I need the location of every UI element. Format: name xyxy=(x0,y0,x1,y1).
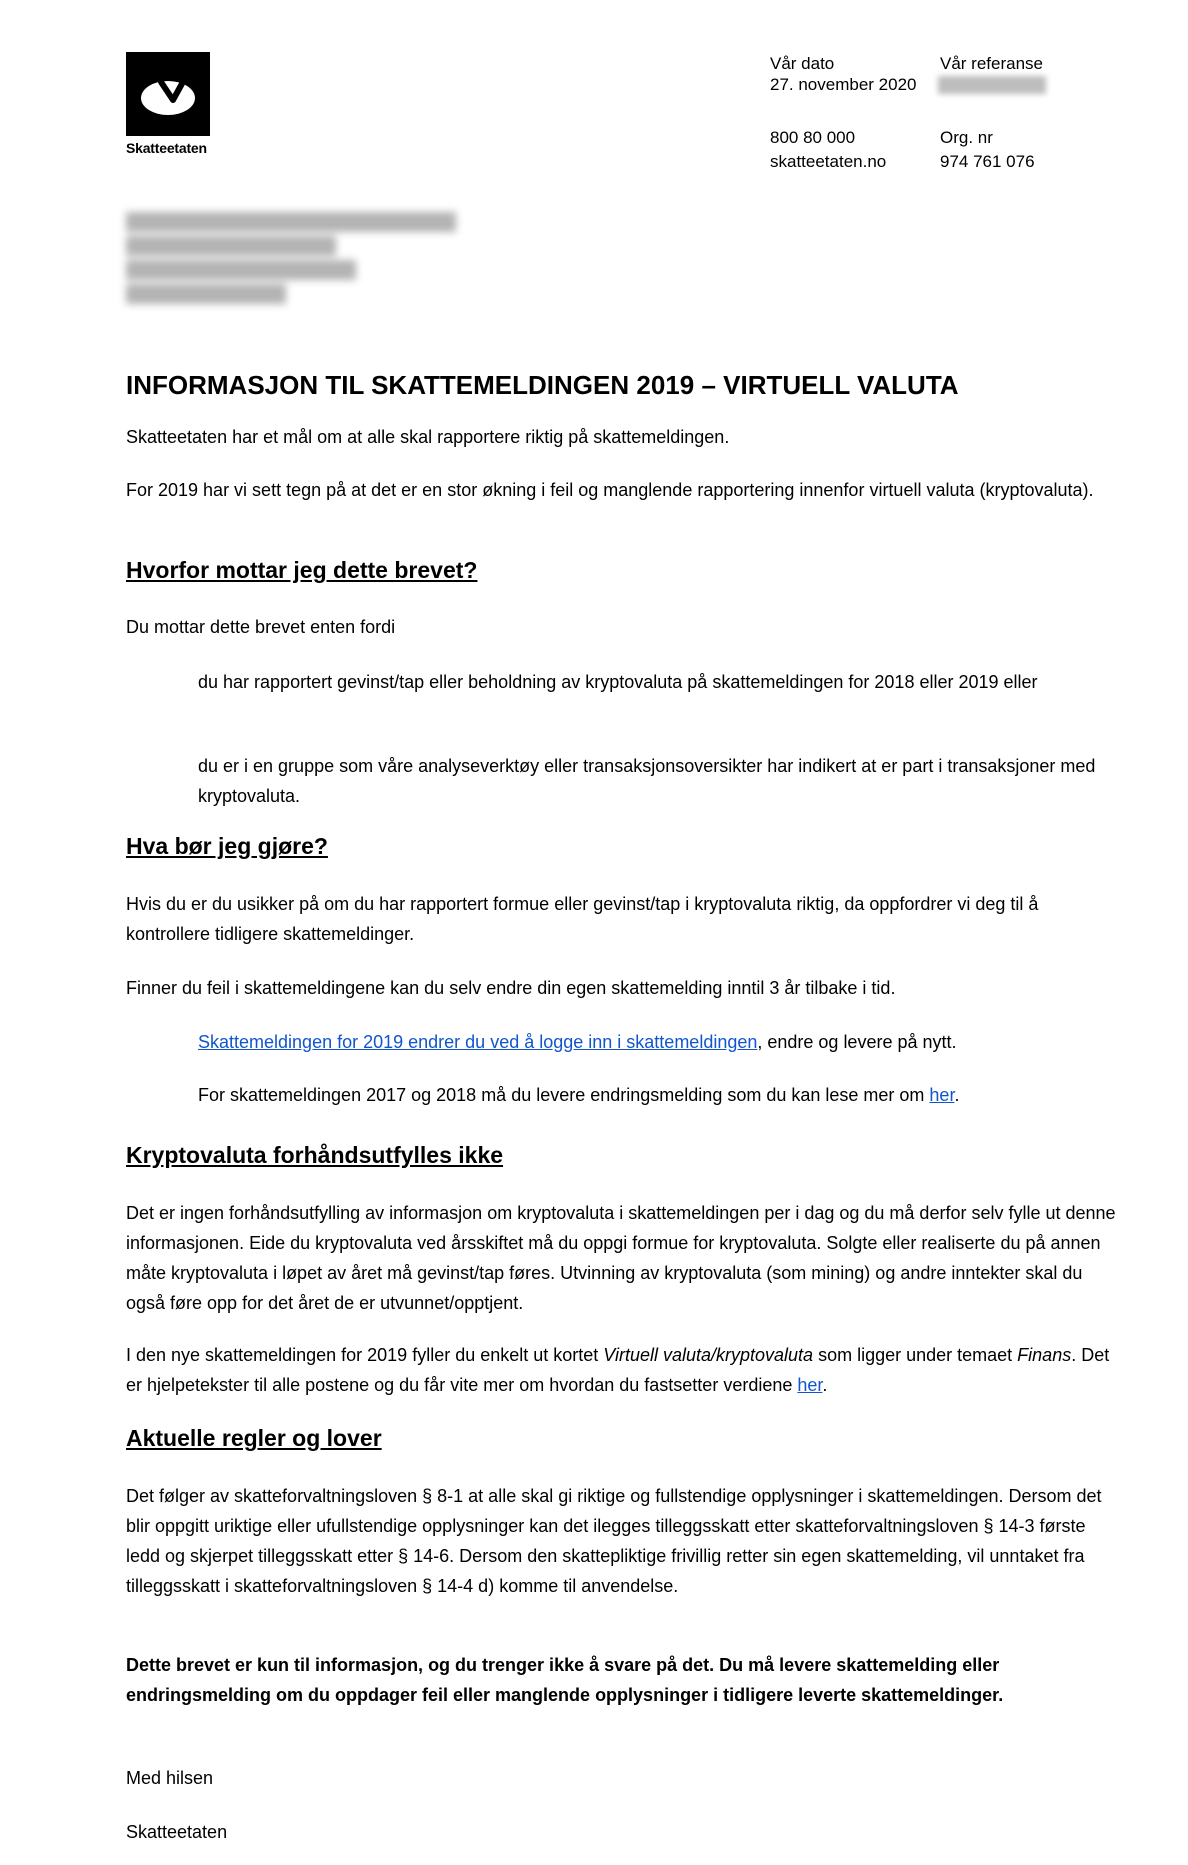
section1-item-1: du har rapportert gevinst/tap eller beholdning av kryptovaluta på skattemeldingen for 2018 eller 2019 eller xyxy=(198,672,1038,692)
date-label: Vår dato xyxy=(770,54,835,73)
section-heading-what-to-do: Hva bør jeg gjøre? xyxy=(126,833,328,859)
date-value: 27. november 2020 xyxy=(770,75,917,94)
section-heading-not-prefilled: Kryptovaluta forhåndsutfylles ikke xyxy=(126,1142,504,1168)
closing-signature: Skatteetaten xyxy=(126,1822,228,1842)
section3-paragraph-2 xyxy=(126,1340,1121,1400)
section-heading-why: Hvorfor mottar jeg dette brevet? xyxy=(126,557,478,583)
section2-link-line xyxy=(198,1027,1118,1057)
theme-name: Finans xyxy=(1017,1345,1072,1365)
p3-text: For skattemeldingen 2017 og 2018 må du levere endringsmelding som du kan lese mer om xyxy=(198,1085,930,1105)
p3-end: . xyxy=(954,1085,960,1105)
intro-paragraph-1: Skatteetaten har et mål om at alle skal rapportere riktig på skattemeldingen. xyxy=(126,427,730,447)
p2-text-2: som ligger under temaet xyxy=(813,1345,1018,1365)
p2-end: . xyxy=(822,1375,828,1395)
endringsmelding-link[interactable]: her xyxy=(929,1085,955,1105)
closing-greeting: Med hilsen xyxy=(126,1768,214,1788)
skatteetaten-logo-icon xyxy=(126,52,210,136)
recipient-address-redacted xyxy=(126,212,456,304)
link-line-suffix: , endre og levere på nytt. xyxy=(757,1032,957,1052)
info-note: Dette brevet er kun til informasjon, og du trenger ikke å svare på det. Du må levere skattemelding eller endringsmelding om du oppdager feil eller manglende opplysninger i tidligere leverte skattemeldinger. xyxy=(126,1655,1004,1705)
section4-paragraph: Det følger av skatteforvaltningsloven § 8-1 at alle skal gi riktige og fullstendige opplysninger i skattemeldingen. Dersom det blir oppgitt uriktige eller ufullstendige opplysninger kan det ilegges tilleggsskatt etter skatteforvaltningsloven § 14-3 første ledd og skjerpet tilleggsskatt etter § 14-6. Dersom den skattepliktige frivillig retter sin egen skattemelding, vil unntaket fra tilleggsskatt i skatteforvaltningsloven § 14-4 d) komme til anvendelse. xyxy=(126,1486,1102,1596)
org-label: Org. nr xyxy=(940,128,993,147)
p2-text-3: . Det er hjelpetekster til alle postene og du får vite mer om hvordan du fastsetter verdiene xyxy=(126,1345,1110,1395)
section3-paragraph-1: Det er ingen forhåndsutfylling av informasjon om kryptovaluta i skattemeldingen per i dag og du må derfor selv fylle ut denne informasjonen. Eide du kryptovaluta ved årsskiftet må du oppgi formue for kryptovaluta. Solgte eller realiserte du på annen måte kryptovaluta i løpet av året må gevinst/tap føres. Utvinning av kryptovaluta (som mining) og andre inntekter skal du også føre opp for det året de er utvunnet/opptjent. xyxy=(126,1203,1116,1313)
page-title: INFORMASJON TIL SKATTEMELDINGEN 2019 – VIRTUELL VALUTA xyxy=(126,370,959,400)
phone-number: 800 80 000 xyxy=(770,128,856,147)
section2-paragraph-2: Finner du feil i skattemeldingene kan du selv endre din egen skattemelding inntil 3 år tilbake i tid. xyxy=(126,978,896,998)
verdier-link[interactable]: her xyxy=(797,1375,823,1395)
login-skattemelding-link[interactable]: Skattemeldingen for 2019 endrer du ved å logge inn i skattemeldingen xyxy=(198,1032,758,1052)
intro-paragraph-2: For 2019 har vi sett tegn på at det er en stor økning i feil og manglende rapportering innenfor virtuell valuta (kryptovaluta). xyxy=(126,480,1094,500)
section-heading-rules: Aktuelle regler og lover xyxy=(126,1425,382,1451)
org-number: 974 761 076 xyxy=(940,152,1035,171)
website: skatteetaten.no xyxy=(770,152,887,171)
section2-paragraph-3 xyxy=(198,1080,1118,1110)
section1-item-2: du er i en gruppe som våre analyseverktøy eller transaksjonsoversikter har indikert at er part i transaksjoner med kryptovaluta. xyxy=(198,756,1096,806)
reference-value-redacted xyxy=(938,76,1046,94)
section2-paragraph-1: Hvis du er du usikker på om du har rapportert formue eller gevinst/tap i kryptovaluta riktig, da oppfordrer vi deg til å kontrollere tidligere skattemeldinger. xyxy=(126,894,1039,944)
p2-text-1: I den nye skattemeldingen for 2019 fyller du enkelt ut kortet xyxy=(126,1345,604,1365)
card-name: Virtuell valuta/kryptovaluta xyxy=(603,1345,814,1365)
section1-paragraph: Du mottar dette brevet enten fordi xyxy=(126,617,396,637)
logo-text: Skatteetaten xyxy=(126,140,207,156)
reference-label: Vår referanse xyxy=(940,54,1043,73)
